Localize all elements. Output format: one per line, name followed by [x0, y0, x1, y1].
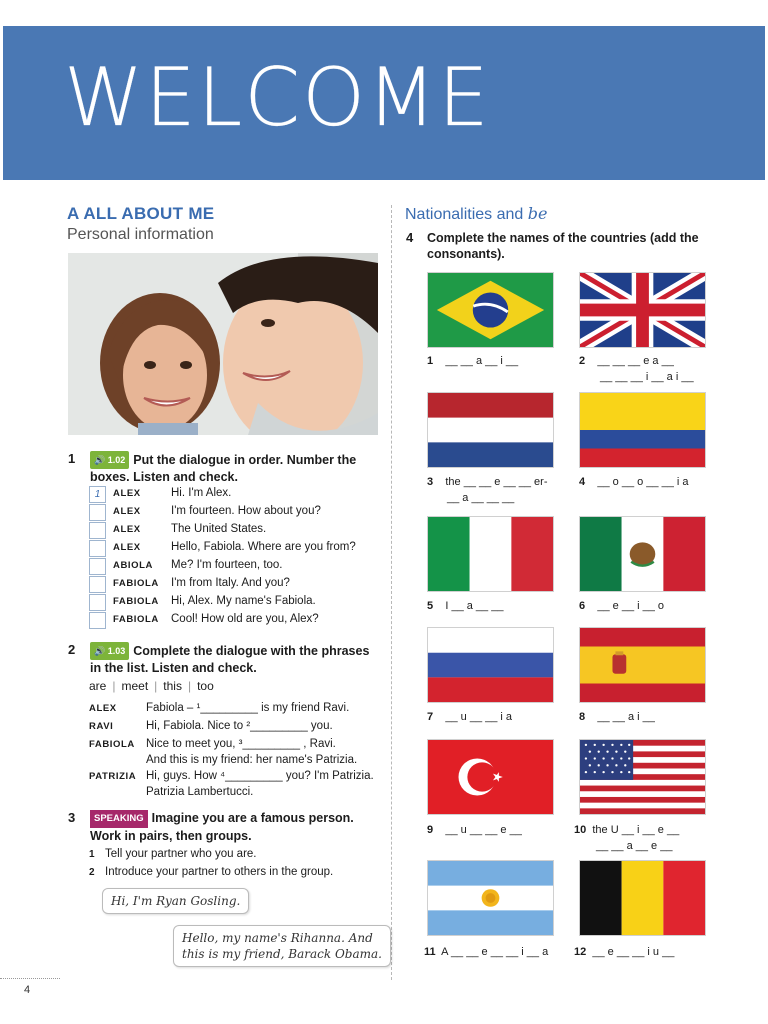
- speaker-label: ALEX: [113, 542, 141, 553]
- order-number-box[interactable]: [89, 594, 106, 611]
- speaker-label: RAVI: [89, 721, 114, 732]
- speaker-label: ALEX: [113, 524, 141, 535]
- order-number-box[interactable]: [89, 558, 106, 575]
- dialogue-text: And this is my friend: her name's Patrizia.: [146, 754, 358, 766]
- exercise-4-number: 4: [406, 230, 414, 245]
- brazil-flag: [427, 272, 554, 348]
- page-title: WELCOME: [64, 51, 491, 144]
- order-number-box[interactable]: [89, 504, 106, 521]
- flag-caption: 8 __ __ a i __: [579, 711, 655, 723]
- students-illustration: [68, 253, 378, 435]
- netherlands-flag: [427, 392, 554, 468]
- exercise-3-instruction: SPEAKING Imagine you are a famous person. Work in pairs, then groups.: [90, 811, 354, 843]
- order-number-box[interactable]: [89, 540, 106, 557]
- flag-caption: 4 __ o __ o __ __ i a: [579, 476, 689, 488]
- order-number-box[interactable]: [89, 522, 106, 539]
- flag-caption: 2 __ __ __ e a __: [579, 355, 674, 367]
- exercise-3-number: 3: [68, 810, 76, 825]
- dialogue-text: Me? I'm fourteen, too.: [171, 559, 283, 571]
- speaker-label: PATRIZIA: [89, 771, 137, 782]
- flag-caption: 5 I __ a __ __: [427, 600, 504, 612]
- page-number: 4: [24, 984, 31, 996]
- argentina-flag: [427, 860, 554, 936]
- speaker-label: FABIOLA: [89, 739, 135, 750]
- exercise-1-instruction: 🔊 1.02 Put the dialogue in order. Number the boxes. Listen and check.: [90, 453, 357, 484]
- word-item: this: [163, 679, 182, 693]
- dialogue-text: Cool! How old are you, Alex?: [171, 613, 319, 625]
- flag-caption: 1 __ __ a __ i __: [427, 355, 519, 367]
- order-number-box[interactable]: [89, 576, 106, 593]
- order-number-box[interactable]: 1: [89, 486, 106, 503]
- italy-flag: [427, 516, 554, 592]
- usa-flag: [579, 739, 706, 815]
- speech-bubble: Hello, my name's Rihanna. And this is my friend, Barack Obama.: [173, 925, 391, 967]
- dialogue-text: Hi, Alex. My name's Fabiola.: [171, 595, 316, 607]
- mexico-flag: [579, 516, 706, 592]
- audio-badge[interactable]: 🔊 1.02: [90, 451, 129, 469]
- flag-caption: 3 the __ __ e __ __ er-: [427, 476, 548, 488]
- dialogue-text: Patrizia Lambertucci.: [146, 786, 254, 798]
- word-list: are | meet | this | too: [89, 679, 214, 693]
- flag-caption: 11 A __ __ e __ __ i __ a: [424, 946, 549, 958]
- speaker-label: FABIOLA: [113, 578, 159, 589]
- column-divider: [391, 205, 392, 980]
- exercise-1-number: 1: [68, 451, 76, 466]
- speaker-label: ALEX: [113, 488, 141, 499]
- speaker-label: ALEX: [89, 703, 117, 714]
- flag-caption: 7 __ u __ __ i a: [427, 711, 513, 723]
- dialogue-text: I'm from Italy. And you?: [171, 577, 290, 589]
- flag-caption-line2: __ __ __ i __ a i __: [600, 371, 694, 383]
- russia-flag: [427, 627, 554, 703]
- exercise-2-instruction: 🔊 1.03 Complete the dialogue with the phrases in the list. Listen and check.: [90, 644, 370, 675]
- nationalities-heading: Nationalities and be: [405, 204, 548, 223]
- flag-caption: 10 the U __ i __ e __: [574, 824, 680, 836]
- word-item: too: [197, 679, 214, 693]
- dialogue-text: I'm fourteen. How about you?: [171, 505, 321, 517]
- flag-caption: 12 __ e __ __ i u __: [574, 946, 675, 958]
- exercise-2-number: 2: [68, 642, 76, 657]
- section-subtitle: Personal information: [67, 226, 214, 243]
- dialogue-text: Nice to meet you, ³_________ , Ravi.: [146, 738, 336, 750]
- section-heading: A ALL ABOUT ME: [67, 204, 215, 223]
- word-item: meet: [121, 679, 149, 693]
- exercise-4-instruction: Complete the names of the countries (add the consonants).: [427, 231, 699, 261]
- audio-badge[interactable]: 🔊 1.03: [90, 642, 129, 660]
- dialogue-text: Hi, Fabiola. Nice to ²_________ you.: [146, 720, 333, 732]
- dialogue-text: Fabiola – ¹_________ is my friend Ravi.: [146, 702, 350, 714]
- speech-bubble: Hi, I'm Ryan Gosling.: [102, 888, 249, 914]
- list-item: 2 Introduce your partner to others in the group.: [89, 866, 334, 878]
- spain-flag: [579, 627, 706, 703]
- speaker-label: FABIOLA: [113, 614, 159, 625]
- uk-flag: [579, 272, 706, 348]
- dialogue-text: Hi, guys. How ⁴_________ you? I'm Patrizia.: [146, 770, 374, 782]
- speaking-badge: SPEAKING: [90, 810, 148, 828]
- order-number-box[interactable]: [89, 612, 106, 629]
- dialogue-text: Hi. I'm Alex.: [171, 487, 232, 499]
- flag-caption-line2: __ __ a __ e __: [596, 840, 673, 852]
- speaker-label: FABIOLA: [113, 596, 159, 607]
- flag-caption-line2: __ a __ __ __: [447, 492, 515, 504]
- students-photo: [68, 253, 378, 435]
- flag-caption: 9 __ u __ __ e __: [427, 824, 522, 836]
- list-item: 1 Tell your partner who you are.: [89, 848, 257, 860]
- speaker-label: ABIOLA: [113, 560, 154, 571]
- footer-rule: [0, 978, 60, 979]
- dialogue-text: Hello, Fabiola. Where are you from?: [171, 541, 356, 553]
- speaker-label: ALEX: [113, 506, 141, 517]
- dialogue-text: The United States.: [171, 523, 267, 535]
- colombia-flag: [579, 392, 706, 468]
- belgium-flag: [579, 860, 706, 936]
- flag-caption: 6 __ e __ i __ o: [579, 600, 665, 612]
- turkey-flag: [427, 739, 554, 815]
- word-item: are: [89, 679, 107, 693]
